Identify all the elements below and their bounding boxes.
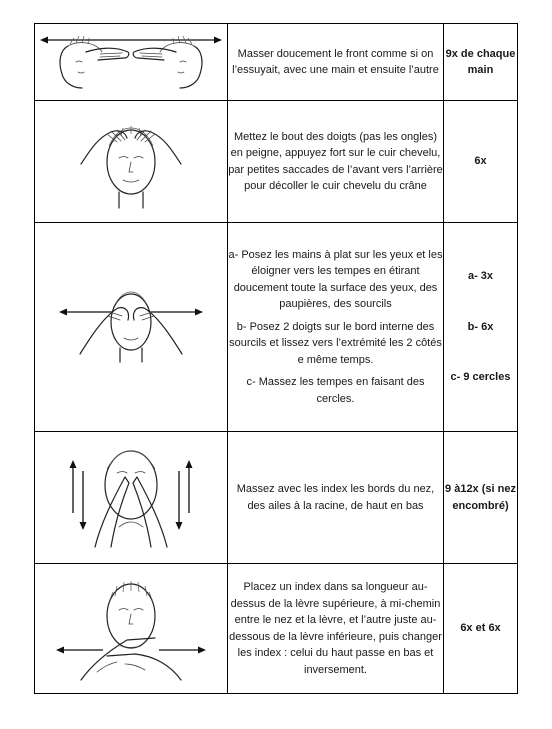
lips-massage-icon [51,574,211,684]
illustration-cell [35,24,228,101]
repetitions-text-c: c- 9 cercles [450,371,511,384]
illustration-cell [35,223,228,432]
repetitions-text: 9x de chaque main [445,47,516,76]
instruction-text: Massez avec les index les bords du nez, des ailes à la racine, de haut en bas [236,483,435,512]
table-row [35,101,518,223]
table-row [35,432,518,564]
illustration-cell [35,432,228,564]
eyes-temples-massage-icon [56,282,206,372]
instruction-cell [228,101,444,223]
instruction-cell [228,564,444,694]
illustration-cell [35,564,228,694]
repetitions-text: 6x et 6x [460,622,501,635]
massage-instructions-table [34,23,518,694]
instruction-text: Masser doucement le front comme si on l’essuyait, avec une main et ensuite l’autre [232,47,439,76]
repetitions-cell [444,101,518,223]
nose-massage-icon [61,443,201,553]
instruction-text-c: c- Massez les tempes en faisant des cercles. [246,376,425,405]
repetitions-cell [444,24,518,101]
repetitions-text: 6x [474,155,487,168]
instruction-cell [228,432,444,564]
instruction-text: Mettez le bout des doigts (pas les ongles) en peigne, appuyez fort sur le cuir chevelu, par petites saccades de l’avant vers l’arrière pour décoller le cuir chevelu du crâne [228,130,443,192]
instruction-cell [228,223,444,432]
table-row [35,564,518,694]
repetitions-cell [444,223,518,432]
instruction-cell [228,24,444,101]
instruction-text: Placez un index dans sa longueur au-dessus de la lèvre supérieure, à mi-chemin entre le nez et la lèvre, et l’autre juste au-dessous de la lèvre inférieure, puis changer les index : celui du haut passe en bas et inversement. [229,581,442,676]
instruction-text-b: b- Posez 2 doigts sur le bord interne des sourcils et lissez vers l’extrémité les 2 côtés e même temps. [229,320,442,366]
illustration-cell [35,101,228,223]
table-row [35,223,518,432]
face-forehead-wipe-icon [38,32,224,92]
repetitions-text: 9 à12x (si nez encombré) [445,483,516,512]
table-row [35,24,518,101]
repetitions-text-b: b- 6x [467,320,494,333]
repetitions-cell [444,564,518,694]
repetitions-cell [444,432,518,564]
scalp-massage-icon [71,112,191,212]
repetitions-text-a: a- 3x [467,270,494,283]
instruction-text-a: a- Posez les mains à plat sur les yeux et les éloigner vers les tempes en étirant doucement toute la surface des yeux, des paupières, des sourcils [228,248,443,311]
